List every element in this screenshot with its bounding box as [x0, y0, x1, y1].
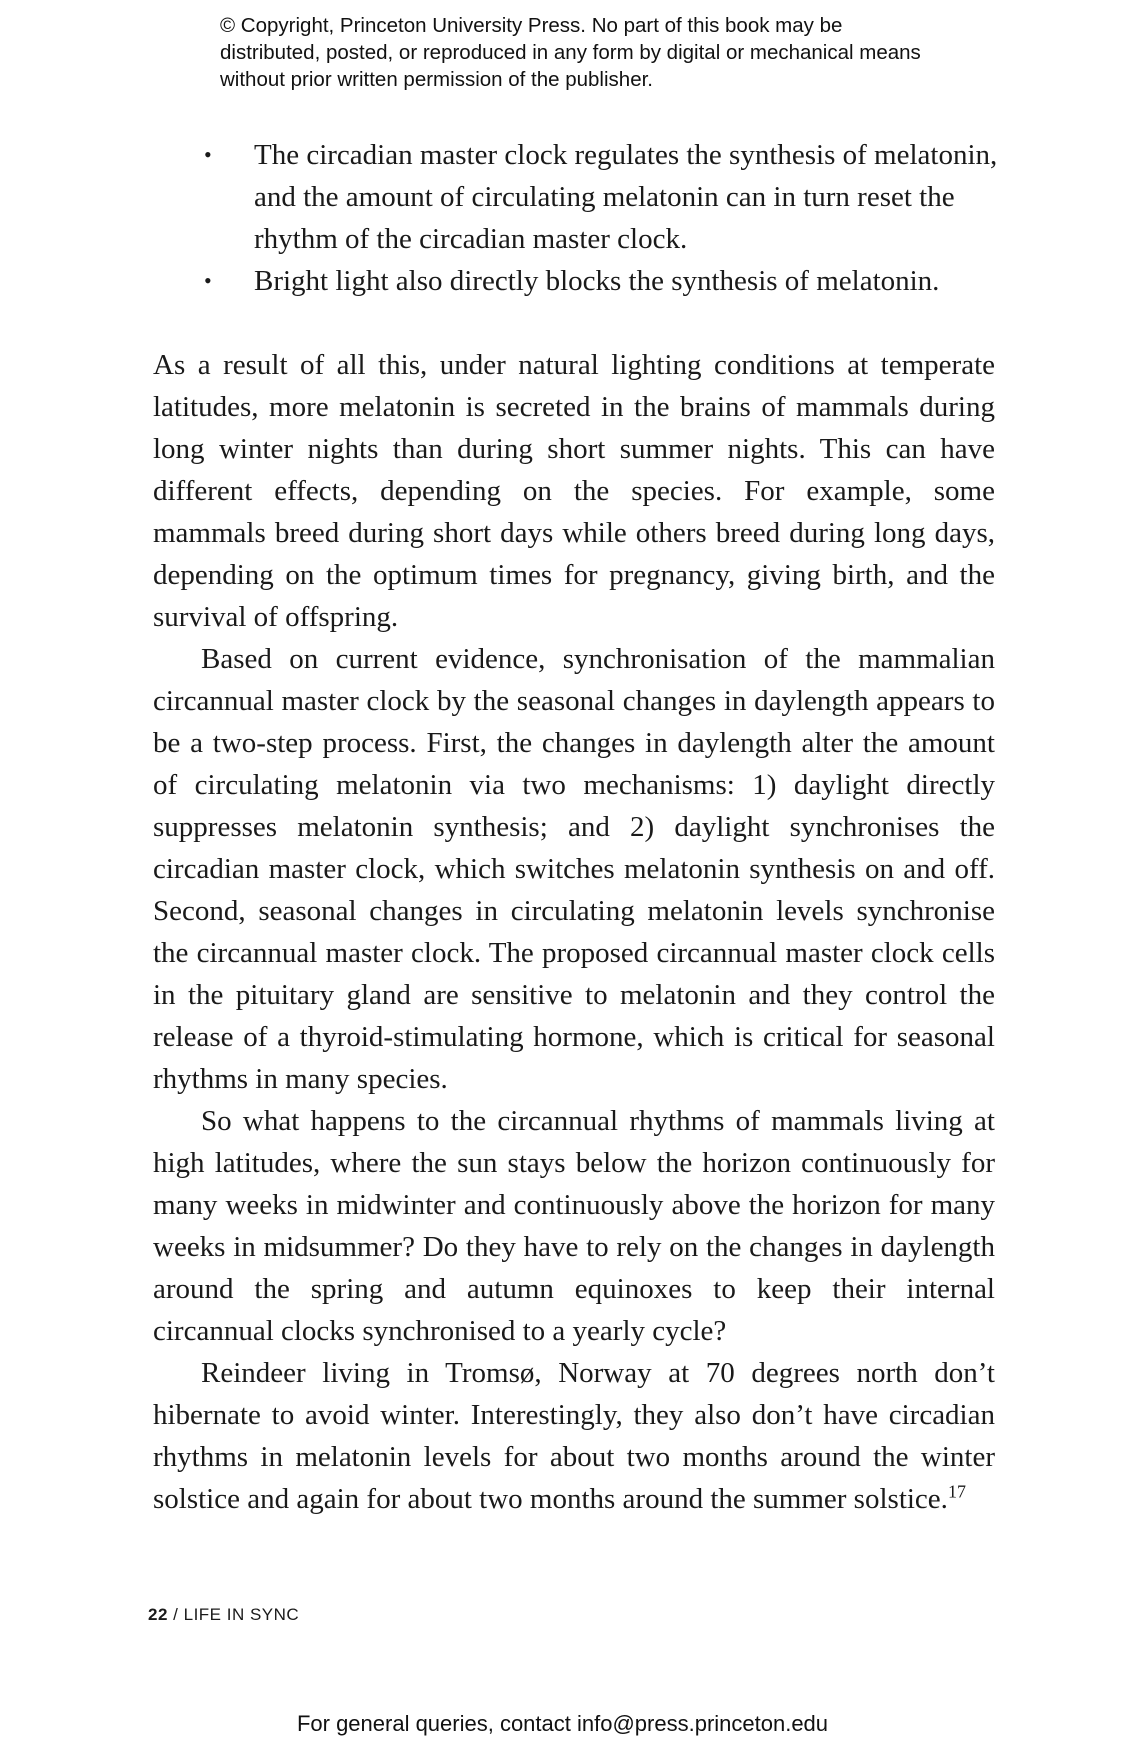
bullet-text: The circadian master clock regulates the synthesis of melatonin, and the amount of circulating melatonin can in turn reset the rhythm of the circadian master clock. — [254, 139, 998, 255]
book-title: LIFE IN SYNC — [183, 1605, 300, 1624]
footnote-marker: 17 — [947, 1481, 966, 1502]
paragraph-text: Reindeer living in Tromsø, Norway at 70 degrees north don’t hibernate to avoid winter. Interestingly, they also don’t have circadian rhythms in melatonin levels for about two months around the winter solstice and again for about two months around the summer solstice. — [153, 1357, 995, 1515]
paragraph — [153, 1352, 995, 1520]
paragraph: Based on current evidence, synchronisation of the mammalian circannual master clock by the seasonal changes in daylength appears to be a two-step process. First, the changes in daylength alter the amount of circulating melatonin via two mechanisms: 1) daylight directly suppresses melatonin synthesis; and 2) daylight synchronises the circadian master clock, which switches melatonin synthesis on and off. Second, seasonal changes in circulating melatonin levels synchronise the circannual master clock. The proposed circannual master clock cells in the pituitary gland are sensitive to melatonin and they control the release of a thyroid-stimulating hormone, which is critical for seasonal rhythms in many species. — [153, 643, 995, 1095]
copyright-notice: © Copyright, Princeton University Press. No part of this book may be distributed, posted, or reproduced in any form by digital or mechanical means without prior written permission of the publisher. — [220, 14, 921, 91]
paragraph: As a result of all this, under natural lighting conditions at temperate latitudes, more melatonin is secreted in the brains of mammals during long winter nights than during short summer nights. This can have different effects, depending on the species. For example, some mammals breed during short days while others breed during long days, depending on the optimum times for pregnancy, giving birth, and the survival of offspring. — [153, 349, 995, 633]
page-number: 22 — [148, 1605, 168, 1624]
contact-note: For general queries, contact info@press.princeton.edu — [296, 1711, 829, 1736]
bullet-item — [200, 134, 1000, 260]
bullet-text: Bright light also directly blocks the synthesis of melatonin. — [254, 265, 940, 297]
bullet-list — [200, 134, 1000, 302]
body-text — [153, 344, 995, 1520]
bullet-item — [200, 260, 1000, 302]
page-footer — [148, 1605, 299, 1625]
bullet-dot-icon: • — [204, 268, 212, 293]
bullet-dot-icon: • — [204, 142, 212, 167]
paragraph: So what happens to the circannual rhythms of mammals living at high latitudes, where the sun stays below the horizon continuously for many weeks in midwinter and continuously above the horizon for many weeks in midsummer? Do they have to rely on the changes in daylength around the spring and autumn equinoxes to keep their internal circannual clocks synchronised to a yearly cycle? — [153, 1105, 995, 1347]
footer-separator: / — [173, 1605, 179, 1624]
